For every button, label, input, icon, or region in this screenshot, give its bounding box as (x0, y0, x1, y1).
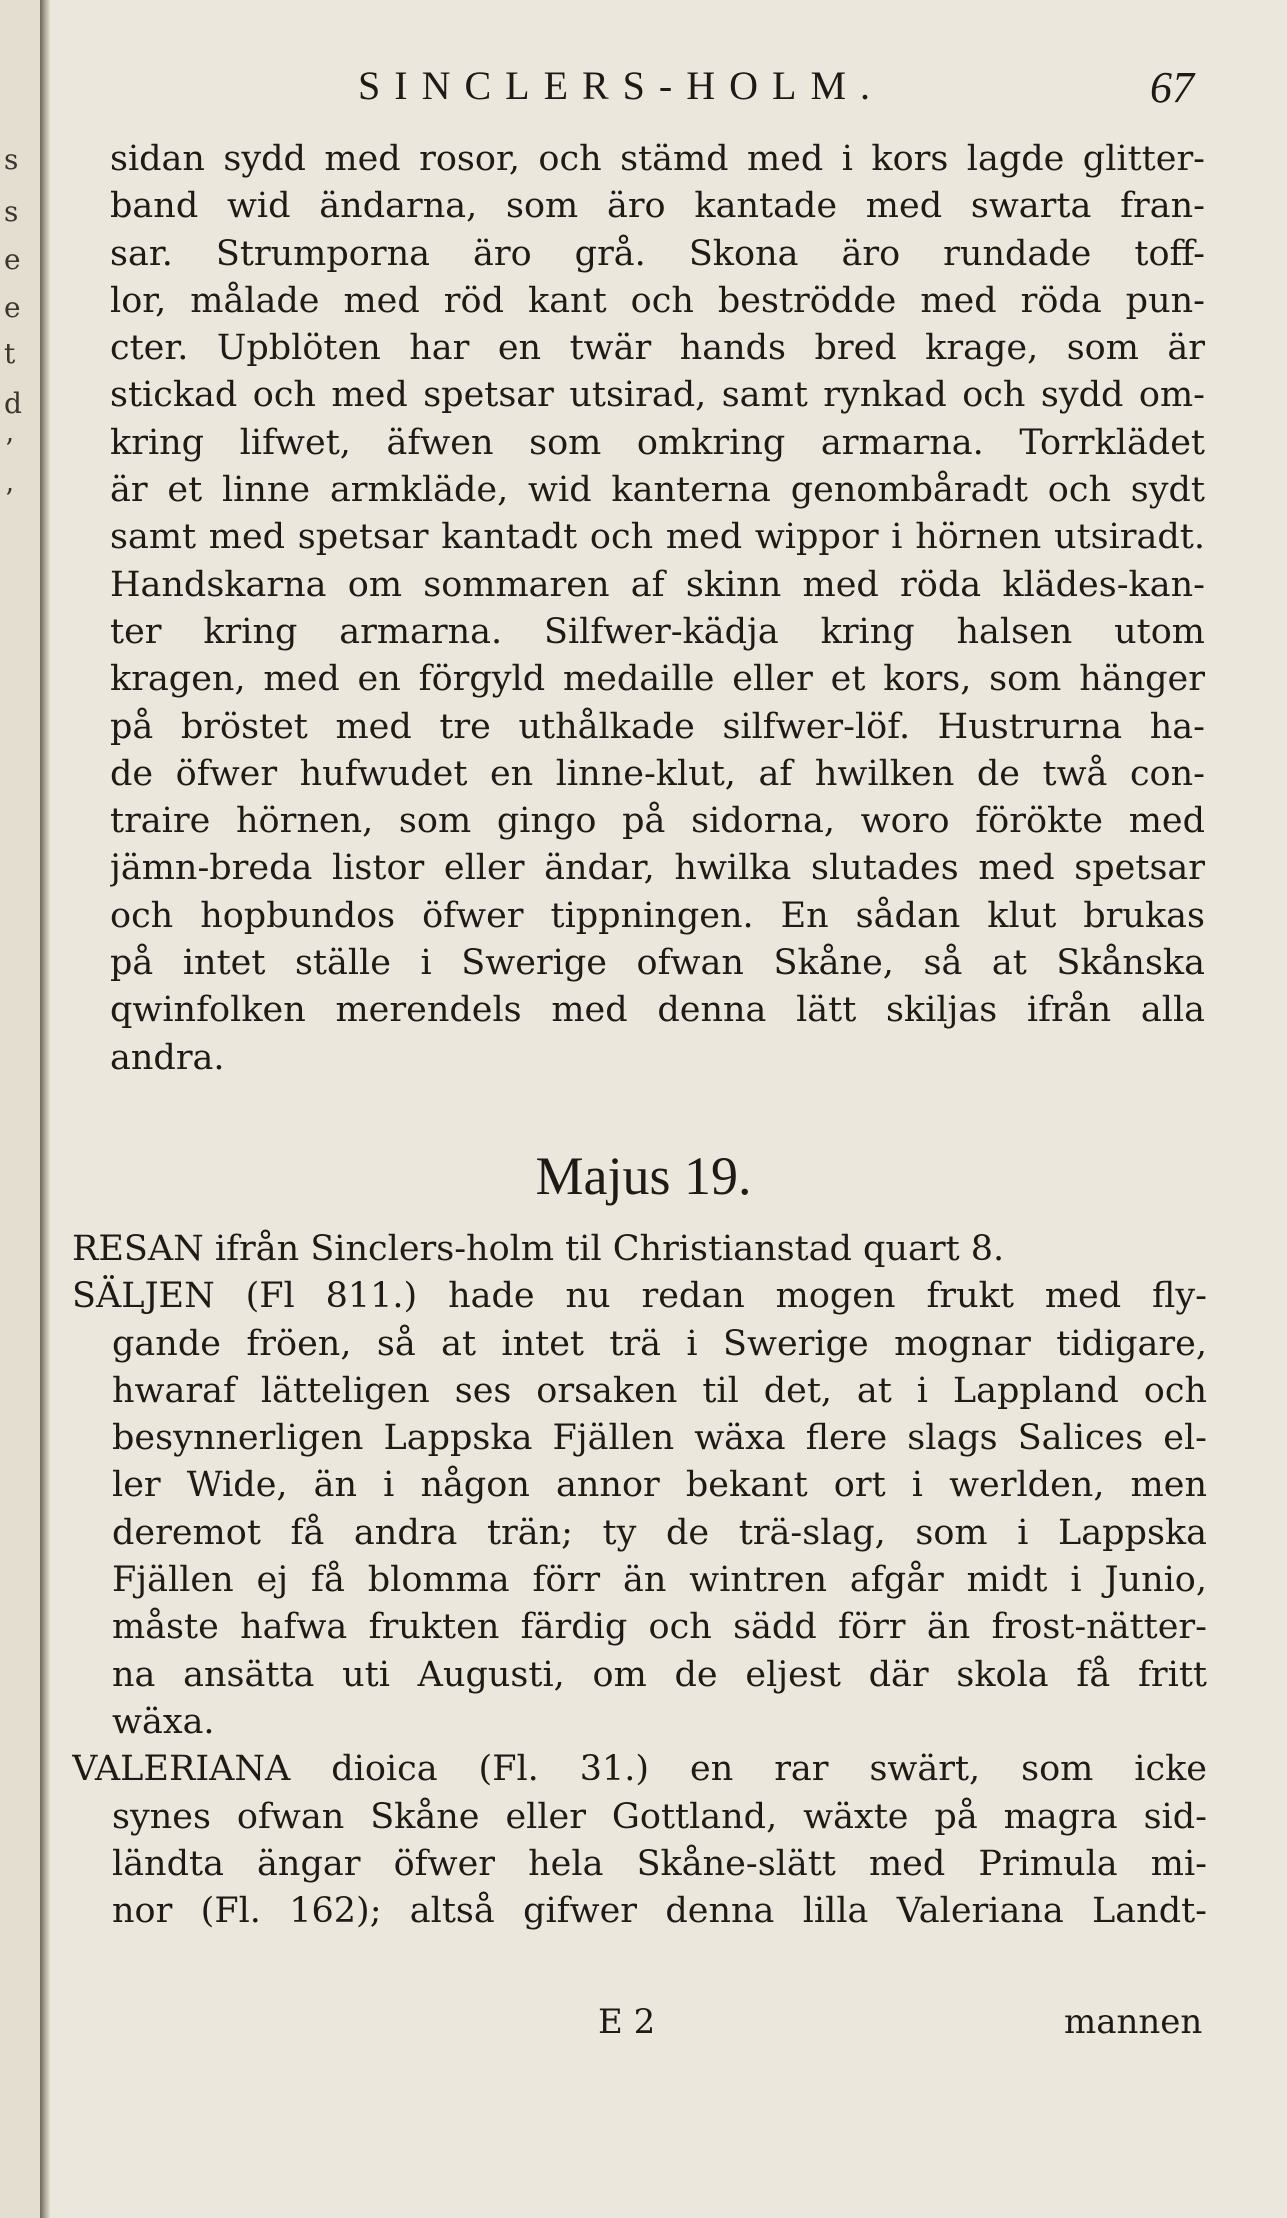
text-line: ler Wide, än i någon annor bekant ort i werlden, men (112, 1465, 1207, 1506)
entries (72, 1226, 1207, 1935)
margin-fragment: e (4, 243, 21, 276)
text-line: synes ofwan Skåne eller Gottland, wäxte på magra sid- (112, 1796, 1207, 1837)
text-line: sar. Strumporna äro grå. Skona äro rundade toff- (110, 233, 1205, 274)
text-line: lor, målade med röd kant och beströdde med röda pun- (110, 280, 1205, 321)
text-line: cter. Upblöten har en twär hands bred krage, som är (110, 328, 1205, 369)
text-line: är et linne armkläde, wid kanterna genombåradt och sydt (110, 470, 1205, 511)
entry-valeriana (72, 1746, 1207, 1935)
text-line: wäxa. (112, 1701, 215, 1742)
running-head: SINCLERS-HOLM. (358, 63, 885, 108)
margin-fragment: s (4, 143, 19, 176)
text-line: qwinfolken merendels med denna lätt skiljas ifrån alla (110, 990, 1205, 1031)
text-line: på intet ställe i Swerige ofwan Skåne, så at Skånska (110, 943, 1205, 984)
page-number: 67 (1150, 63, 1194, 112)
text-line: ländta ängar öfwer hela Skåne-slätt med Primula mi- (112, 1843, 1207, 1884)
text-line: gande fröen, så at intet trä i Swerige mognar tidigare, (112, 1323, 1207, 1364)
text-line: Handskarna om sommaren af skinn med röda klädes-kan- (110, 564, 1205, 605)
text-line: sidan sydd med rosor, och stämd med i kors lagde glitter- (110, 139, 1205, 179)
text-line: måste hafwa frukten färdig och sädd förr än frost-nätter- (112, 1607, 1207, 1648)
text-line: samt med spetsar kantadt och med wippor i hörnen utsiradt. (110, 517, 1205, 558)
text-line: deremot få andra trän; ty de trä-slag, som i Lappska (112, 1512, 1207, 1553)
text-line: Fjällen ej få blomma förr än wintren afgår midt i Junio, (112, 1560, 1207, 1601)
text-line: de öfwer hufwudet en linne-klut, af hwilken de twå con- (110, 753, 1205, 794)
text-line: traire hörnen, som gingo på sidorna, woro förökte med (110, 801, 1205, 842)
margin-fragment: ʼ (4, 483, 13, 516)
section-heading: Majus 19. (535, 1146, 752, 1206)
paragraph-costume (110, 136, 1205, 1082)
margin-fragment: e (4, 291, 21, 324)
text-line: nor (Fl. 162); altså gifwer denna lilla Valeriana Landt- (112, 1891, 1207, 1932)
margin-fragment: s (4, 195, 19, 228)
text-line: och hopbundos öfwer tippningen. En sådan klut brukas (110, 895, 1205, 936)
text-line: kring lifwet, äfwen som omkring armarna. Torrklädet (110, 422, 1205, 463)
margin-fragment: d (4, 387, 22, 420)
text-line: på bröstet med tre uthålkade silfwer-löf. Hustrurna ha- (110, 706, 1205, 747)
text-line: RESAN ifrån Sinclers-holm til Christianstad quart 8. (72, 1229, 1005, 1269)
text-line: VALERIANA dioica (Fl. 31.) en rar swärt, som icke (72, 1749, 1207, 1790)
page-header (0, 62, 1287, 112)
text-line: na ansätta uti Augusti, om de eljest där skola få fritt (112, 1654, 1207, 1695)
signature-mark: E 2 (598, 2002, 656, 2042)
entry-resan (72, 1226, 1207, 1273)
text-line: hwaraf lätteligen ses orsaken til det, at i Lappland och (112, 1370, 1207, 1411)
page-footer (0, 2002, 1287, 2052)
text-line: SÄLJEN (Fl 811.) hade nu redan mogen frukt med fly- (72, 1276, 1207, 1317)
margin-fragment: t (4, 337, 16, 370)
text-line: stickad och med spetsar utsirad, samt rynkad och sydd om- (110, 375, 1205, 416)
entry-saljen (72, 1273, 1207, 1746)
text-line: kragen, med en förgyld medaille eller et kors, som hänger (110, 659, 1205, 700)
text-line: jämn-breda listor eller ändar, hwilka slutades med spetsar (110, 848, 1205, 889)
text-line: besynnerligen Lappska Fjällen wäxa flere slags Salices el- (112, 1418, 1207, 1459)
margin-fragment: ʼ (4, 433, 13, 466)
catchword: mannen (1064, 2002, 1203, 2042)
text-line: andra. (110, 1037, 225, 1078)
text-line: band wid ändarna, som äro kantade med swarta fran- (110, 186, 1205, 227)
text-line: ter kring armarna. Silfwer-kädja kring halsen utom (110, 611, 1205, 652)
